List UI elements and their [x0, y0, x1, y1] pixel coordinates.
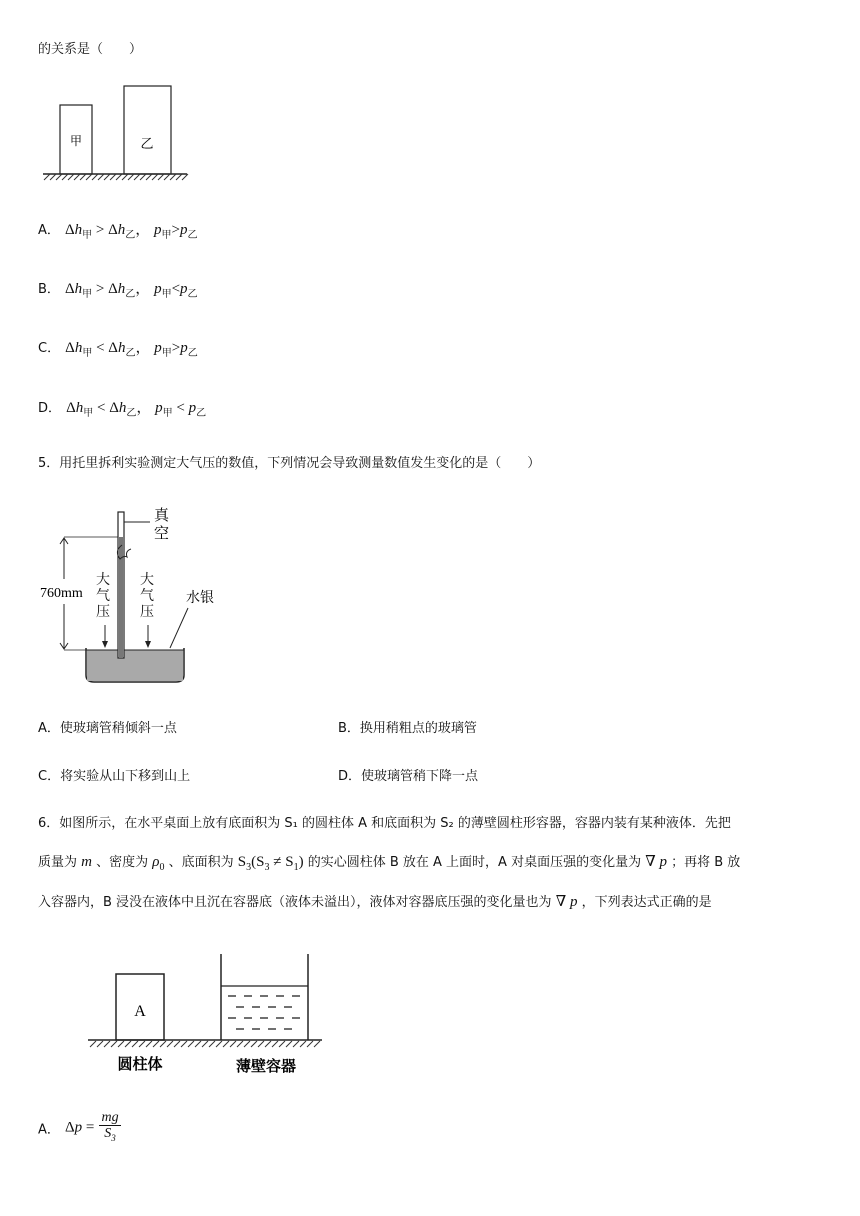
- label-container: 薄壁容器: [235, 1057, 297, 1075]
- label-yi: 乙: [140, 137, 154, 152]
- fraction-mg-over-s3: $\frac{mg}{S_3}$: [101, 1110, 119, 1143]
- label-height: 760mm: [40, 586, 83, 601]
- label-cylinder: 圆柱体: [117, 1055, 163, 1073]
- q5-option-a[interactable]: A．使玻璃管稍倾斜一点: [38, 721, 177, 736]
- block-yi: [124, 86, 171, 174]
- q5-option-b[interactable]: B．换用稍粗点的玻璃管: [338, 721, 477, 736]
- label-atm-right: 大气压: [140, 572, 154, 620]
- q5-figure: [38, 500, 228, 690]
- q6-option-a[interactable]: A． Δp = $\frac{mg}{S_3}$: [38, 1110, 121, 1146]
- q6-figure: [86, 948, 326, 1080]
- label-mercury: 水银: [186, 590, 214, 606]
- q6-line-3: 入容器内，B 浸没在液体中且沉在容器底（液体未溢出），液体对容器底压强的变化量也为 ∇ p ，下列表达式正确的是: [38, 894, 712, 910]
- q4-option-a[interactable]: A． $\Delta h_甲 > \Delta h_乙$， $p_甲>p_乙$: [38, 222, 198, 241]
- q4-option-b[interactable]: B． $\Delta h_甲 > \Delta h_乙$， $p_甲<p_乙$: [38, 281, 198, 300]
- q6-line-1: 6．如图所示，在水平桌面上放有底面积为 S₁ 的圆柱体 A 和底面积为 S₂ 的薄壁圆柱形容器，容器内装有某种液体．先把: [38, 816, 731, 831]
- q5-option-c[interactable]: C．将实验从山下移到山上: [38, 769, 191, 784]
- q5-stem: 5．用托里拆利实验测定大气压的数值，下列情况会导致测量数值发生变化的是（ ）: [38, 456, 541, 471]
- label-jia: 甲: [69, 134, 83, 148]
- q4-option-d[interactable]: D． $\Delta h_甲 < \Delta h_乙$， $p_甲 < p_乙$: [38, 400, 207, 419]
- label-vacuum: 真 空: [154, 506, 170, 542]
- label-atm-left: 大气压: [96, 572, 110, 620]
- q6-line-2: 质量为 m 、密度为 $\rho_0$ 、底面积为 $S_3(S_3 \ne S_1)$ 的实心圆柱体 B 放在 A 上面时，A 对桌面压强的变化量为 ∇ p ；再将 B 放: [38, 854, 741, 873]
- q4-option-c[interactable]: C． $\Delta h_甲 < \Delta h_乙$， $p_甲>p_乙$: [38, 340, 198, 359]
- q4-figure: [40, 82, 190, 184]
- label-a: A: [134, 1003, 146, 1020]
- q4-stem-tail: 的关系是（ ）: [38, 42, 143, 57]
- q5-option-d[interactable]: D．使玻璃管稍下降一点: [338, 769, 479, 784]
